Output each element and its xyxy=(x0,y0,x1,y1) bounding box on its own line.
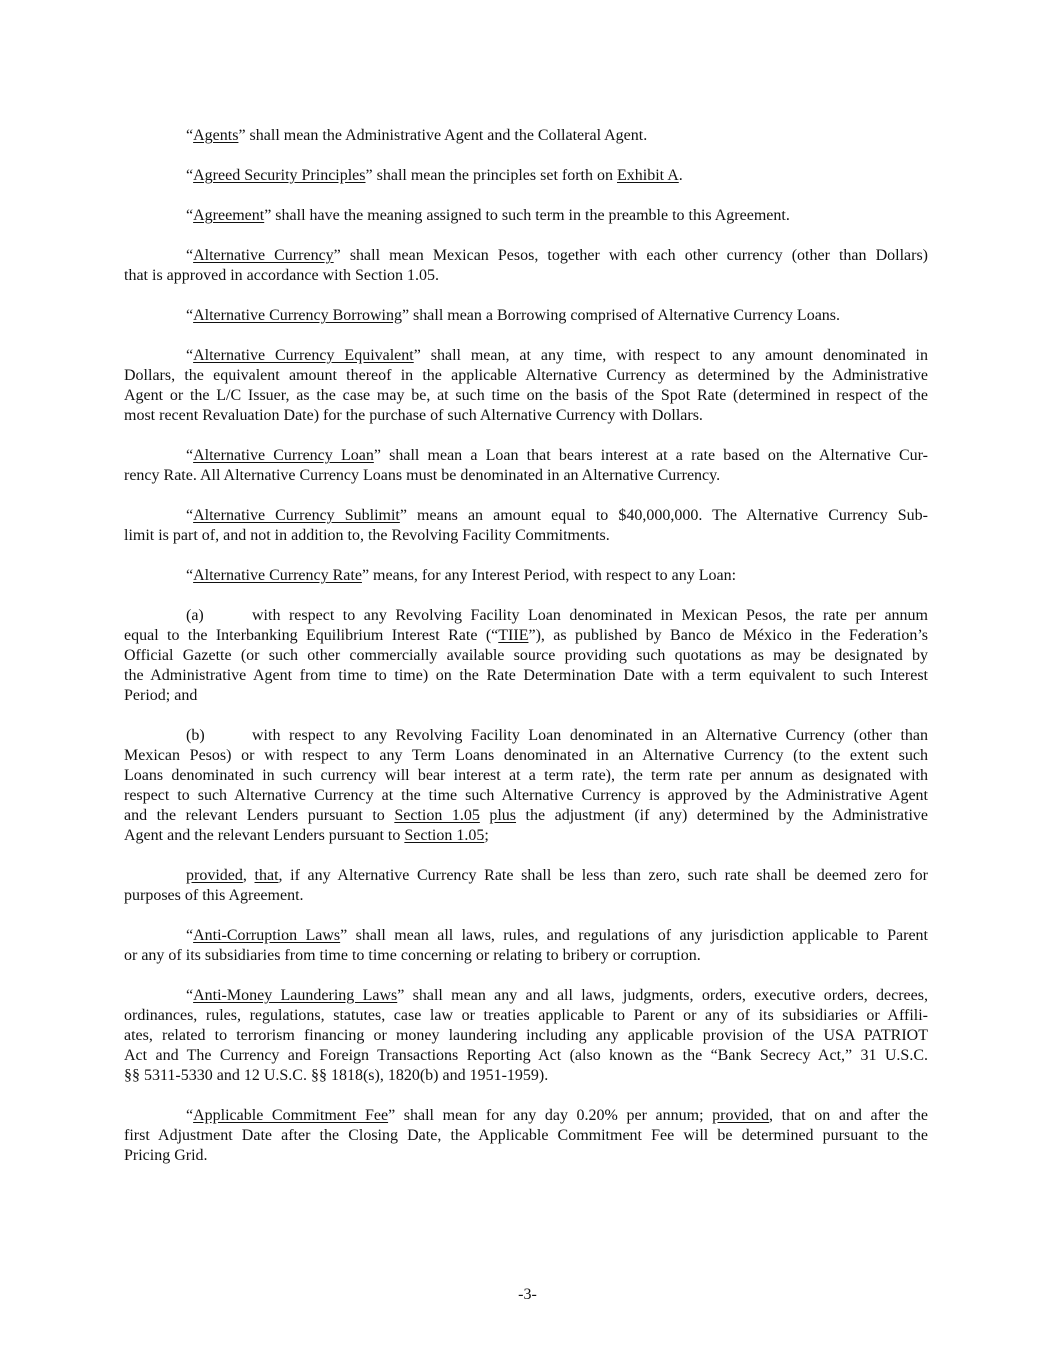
text-run: “ xyxy=(186,207,194,224)
text-line xyxy=(124,946,928,966)
defined-term: provided xyxy=(186,867,243,884)
text-run: ates, related to terrorism financing or money laundering including any applicable provision of the USA PATRIOT xyxy=(124,1027,928,1044)
text-line xyxy=(124,386,928,406)
defined-term: Alternative Currency Sublimit xyxy=(193,507,400,524)
text-line xyxy=(124,786,928,806)
definition-applicable-commitment-fee xyxy=(124,1106,928,1166)
text-run: Official Gazette (or such other commercially available source providing such quotations as may be designated by xyxy=(124,647,928,664)
text-run: ” shall have the meaning assigned to such term in the preamble to this Agreement. xyxy=(264,207,790,224)
defined-term: that xyxy=(254,867,279,884)
definition-alternative-currency-loan xyxy=(124,446,928,486)
text-line xyxy=(124,1126,928,1146)
text-run: , that on and after the xyxy=(769,1107,929,1124)
definition-alternative-currency-equivalent xyxy=(124,346,928,426)
text-line xyxy=(124,1046,928,1066)
text-run: Agent and the relevant Lenders pursuant to xyxy=(124,827,405,844)
text-line xyxy=(124,506,928,526)
text-run: ” shall mean for any day 0.20% per annum; xyxy=(388,1107,713,1124)
text-line xyxy=(124,206,928,226)
text-run: ” shall mean the Administrative Agent and the Collateral Agent. xyxy=(238,127,648,144)
text-run: ” means, for any Interest Period, with respect to any Loan: xyxy=(361,567,737,584)
text-run: “ xyxy=(186,987,194,1004)
text-run: Dollars, the equivalent amount thereof in the applicable Alternative Currency as determined by the Administrative xyxy=(124,367,928,384)
text-run: ”), as published by Banco de México in the Federation’s xyxy=(528,627,928,644)
text-run: Pricing Grid. xyxy=(124,1147,208,1164)
text-line xyxy=(124,686,928,706)
defined-term: Agreed Security Principles xyxy=(193,167,366,184)
definition-alternative-currency-borrowing xyxy=(124,306,928,326)
definition-agreed-security-principles xyxy=(124,166,928,186)
text-run: ” shall mean Mexican Pesos, together with each other currency (other than Dollars) xyxy=(333,247,928,264)
text-run: “ xyxy=(186,1107,194,1124)
text-run: most recent Revaluation Date) for the purchase of such Alternative Currency with Dollars. xyxy=(124,407,703,424)
text-run: “ xyxy=(186,927,194,944)
text-run: with respect to any Revolving Facility Loan denominated in Mexican Pesos, the rate per annum xyxy=(252,607,928,624)
text-line xyxy=(124,1006,928,1026)
page-number: -3- xyxy=(518,1286,537,1303)
defined-term: Alternative Currency Equivalent xyxy=(193,347,414,364)
clause-b xyxy=(124,726,928,846)
definition-anti-money-laundering-laws xyxy=(124,986,928,1086)
text-run: ” shall mean a Borrowing comprised of Alternative Currency Loans. xyxy=(401,307,841,324)
text-run: , if any Alternative Currency Rate shall be less than zero, such rate shall be deemed zero for xyxy=(278,867,929,884)
text-line xyxy=(124,406,928,426)
text-line xyxy=(124,366,928,386)
defined-term: Alternative Currency Loan xyxy=(193,447,374,464)
text-run: respect to such Alternative Currency at the time such Alternative Currency is approved by the Administrative Agent xyxy=(124,787,928,804)
text-run: ” shall mean a Loan that bears interest at a rate based on the Alternative Cur- xyxy=(373,447,929,464)
defined-term: Section 1.05 xyxy=(394,807,480,824)
text-line xyxy=(124,746,928,766)
text-line xyxy=(124,466,928,486)
text-run: or any of its subsidiaries from time to time concerning or relating to bribery or corruption. xyxy=(124,947,701,964)
text-run: Period; and xyxy=(124,687,198,704)
text-line xyxy=(124,566,928,586)
text-line xyxy=(124,926,928,946)
text-line xyxy=(124,1066,928,1086)
clause-label: (b) xyxy=(186,727,205,744)
definition-alternative-currency xyxy=(124,246,928,286)
definition-agreement xyxy=(124,206,928,226)
text-run: and the relevant Lenders pursuant to xyxy=(124,807,395,824)
defined-term: Agreement xyxy=(193,207,265,224)
defined-term: Section 1.05 xyxy=(404,827,485,844)
text-line xyxy=(124,266,928,286)
text-run: “ xyxy=(186,167,194,184)
text-line xyxy=(124,346,928,366)
text-run: rency Rate. All Alternative Currency Loans must be denominated in an Alternative Currency. xyxy=(124,467,721,484)
text-run: first Adjustment Date after the Closing Date, the Applicable Commitment Fee will be determined pursuant to the xyxy=(124,1127,928,1144)
text-run: with respect to any Revolving Facility Loan denominated in an Alternative Currency (other than xyxy=(252,727,928,744)
text-line xyxy=(124,1026,928,1046)
text-run: ” shall mean the principles set forth on xyxy=(365,167,617,184)
text-run: “ xyxy=(186,347,194,364)
text-run: “ xyxy=(186,127,194,144)
text-run: that is approved in accordance with Section 1.05. xyxy=(124,267,440,284)
defined-term: Applicable Commitment Fee xyxy=(193,1107,389,1124)
defined-term: TIIE xyxy=(498,627,529,644)
text-run: purposes of this Agreement. xyxy=(124,887,304,904)
text-line xyxy=(124,826,928,846)
document-body xyxy=(124,126,928,1186)
text-line xyxy=(124,986,928,1006)
definition-alternative-currency-rate xyxy=(124,566,928,586)
definition-anti-corruption-laws xyxy=(124,926,928,966)
text-line xyxy=(124,306,928,326)
proviso xyxy=(124,866,928,906)
text-line xyxy=(124,446,928,466)
text-line xyxy=(124,126,928,146)
text-run: the adjustment (if any) determined by the Administrative xyxy=(516,807,929,824)
text-line xyxy=(124,806,928,826)
text-run: ” shall mean, at any time, with respect to any amount denominated in xyxy=(413,347,928,364)
text-run: “ xyxy=(186,247,194,264)
text-run: ordinances, rules, regulations, statutes, case law or treaties applicable to Parent or any of its subsidiaries or Affili- xyxy=(124,1007,928,1024)
text-line xyxy=(124,1106,928,1126)
text-run: ” means an amount equal to $40,000,000. The Alternative Currency Sub- xyxy=(399,507,929,524)
text-line xyxy=(124,866,928,886)
defined-term: Agents xyxy=(193,127,239,144)
text-line xyxy=(124,626,928,646)
text-run: the Administrative Agent from time to time) on the Rate Determination Date with a term equivalent to such Interest xyxy=(124,667,928,684)
text-line xyxy=(124,726,928,746)
text-line xyxy=(124,166,928,186)
text-line xyxy=(124,666,928,686)
text-run: “ xyxy=(186,507,194,524)
text-line xyxy=(124,886,928,906)
text-run: Act and The Currency and Foreign Transactions Reporting Act (also known as the “Bank Secrecy Act,” 31 U.S.C. xyxy=(124,1047,928,1064)
defined-term: Anti-Corruption Laws xyxy=(193,927,341,944)
defined-term: Alternative Currency xyxy=(193,247,334,264)
text-line xyxy=(124,1146,928,1166)
text-run: §§ 5311-5330 and 12 U.S.C. §§ 1818(s), 1820(b) and 1951-1959). xyxy=(124,1067,549,1084)
text-line xyxy=(124,646,928,666)
text-run: , xyxy=(242,867,255,884)
text-line xyxy=(124,246,928,266)
defined-term: Alternative Currency Rate xyxy=(193,567,362,584)
text-run: Agent or the L/C Issuer, as the case may be, at such time on the basis of the Spot Rate (determined in respect of the xyxy=(124,387,928,404)
text-run: Mexican Pesos) or with respect to any Term Loans denominated in an Alternative Currency (to the extent such xyxy=(124,747,928,764)
text-run xyxy=(480,807,490,824)
text-run: equal to the Interbanking Equilibrium Interest Rate (“ xyxy=(124,627,499,644)
definition-agents xyxy=(124,126,928,146)
text-line xyxy=(124,766,928,786)
defined-term: plus xyxy=(489,807,517,824)
defined-term: Exhibit A xyxy=(617,167,679,184)
defined-term: provided xyxy=(712,1107,770,1124)
text-line xyxy=(124,526,928,546)
text-run: “ xyxy=(186,567,194,584)
defined-term: Alternative Currency Borrowing xyxy=(193,307,402,324)
text-line xyxy=(124,606,928,626)
text-run: ; xyxy=(484,827,489,844)
defined-term: Anti-Money Laundering Laws xyxy=(193,987,398,1004)
text-run: Loans denominated in such currency will bear interest at a term rate), the term rate per annum as designated with xyxy=(124,767,928,784)
clause-label: (a) xyxy=(186,607,204,624)
definition-alternative-currency-sublimit xyxy=(124,506,928,546)
text-run: ” shall mean all laws, rules, and regulations of any jurisdiction applicable to Parent xyxy=(340,927,928,944)
text-run: . xyxy=(678,167,683,184)
text-run: limit is part of, and not in addition to, the Revolving Facility Commitments. xyxy=(124,527,610,544)
text-run: “ xyxy=(186,447,194,464)
text-run: ” shall mean any and all laws, judgments, orders, executive orders, decrees, xyxy=(397,987,928,1004)
text-run: “ xyxy=(186,307,194,324)
clause-a xyxy=(124,606,928,706)
